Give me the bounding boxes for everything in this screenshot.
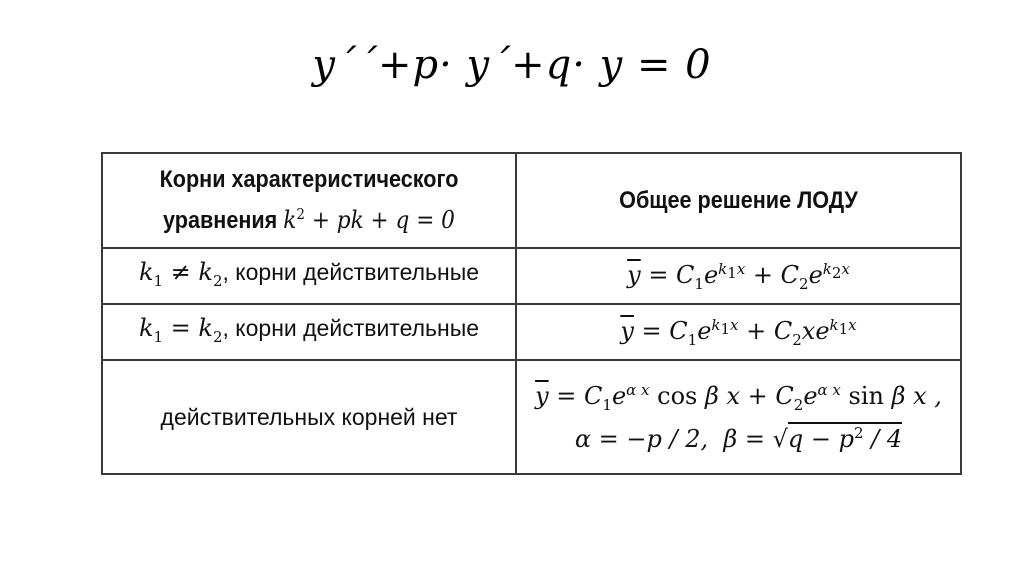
equation-title: y´´+p· y´+q· y = 0 xyxy=(312,42,712,88)
solution-formula-line2: α = −p / 2, $\beta = √q - p^2 / 4$ xyxy=(574,423,903,453)
case-cell xyxy=(102,360,516,474)
header-roots-line2 xyxy=(131,197,487,238)
header-roots xyxy=(131,163,487,238)
header-roots-line1: Корни характеристического xyxy=(159,166,459,193)
case-cell xyxy=(102,248,516,304)
solution-formula-line1: $\overline{y} = C_1e^{\alpha x}$ cos β $x + C_2e^{\alpha x}$ sin β x , xyxy=(535,381,942,414)
case-cell xyxy=(102,304,516,360)
table-header-row xyxy=(102,153,961,248)
table-row xyxy=(102,248,961,304)
characteristic-equation: $k^2$ + pk + q = 0 xyxy=(283,205,455,234)
solution-cell xyxy=(516,360,961,474)
solution-cell xyxy=(516,304,961,360)
case-label: , корни действительные xyxy=(222,258,480,285)
table-row xyxy=(102,360,961,474)
solution-formula: $\overline{y} = C_1e^{k_1x} + C_2e^{k_2x}$ xyxy=(627,259,850,293)
header-roots-cell xyxy=(102,153,516,248)
header-roots-word: уравнения xyxy=(163,207,278,234)
header-solution: Общее решение ЛОДУ xyxy=(619,186,858,214)
case-label: , корни действительные xyxy=(222,314,480,341)
case-distinct-real xyxy=(138,257,480,290)
case-condition: $k_1 \ne k_2$ xyxy=(138,257,223,290)
case-complex: действительных корней нет xyxy=(160,404,458,430)
case-condition: $k_1 = k_2$ xyxy=(138,313,223,346)
case-equal-real xyxy=(138,313,480,346)
header-solution-cell xyxy=(516,153,961,248)
solution-cell xyxy=(516,248,961,304)
solution-formula: $\overline{y} = C_1e^{k_1x} + C_2xe^{k_1x}$ xyxy=(620,315,857,349)
solutions-table xyxy=(101,152,962,475)
table-row xyxy=(102,304,961,360)
